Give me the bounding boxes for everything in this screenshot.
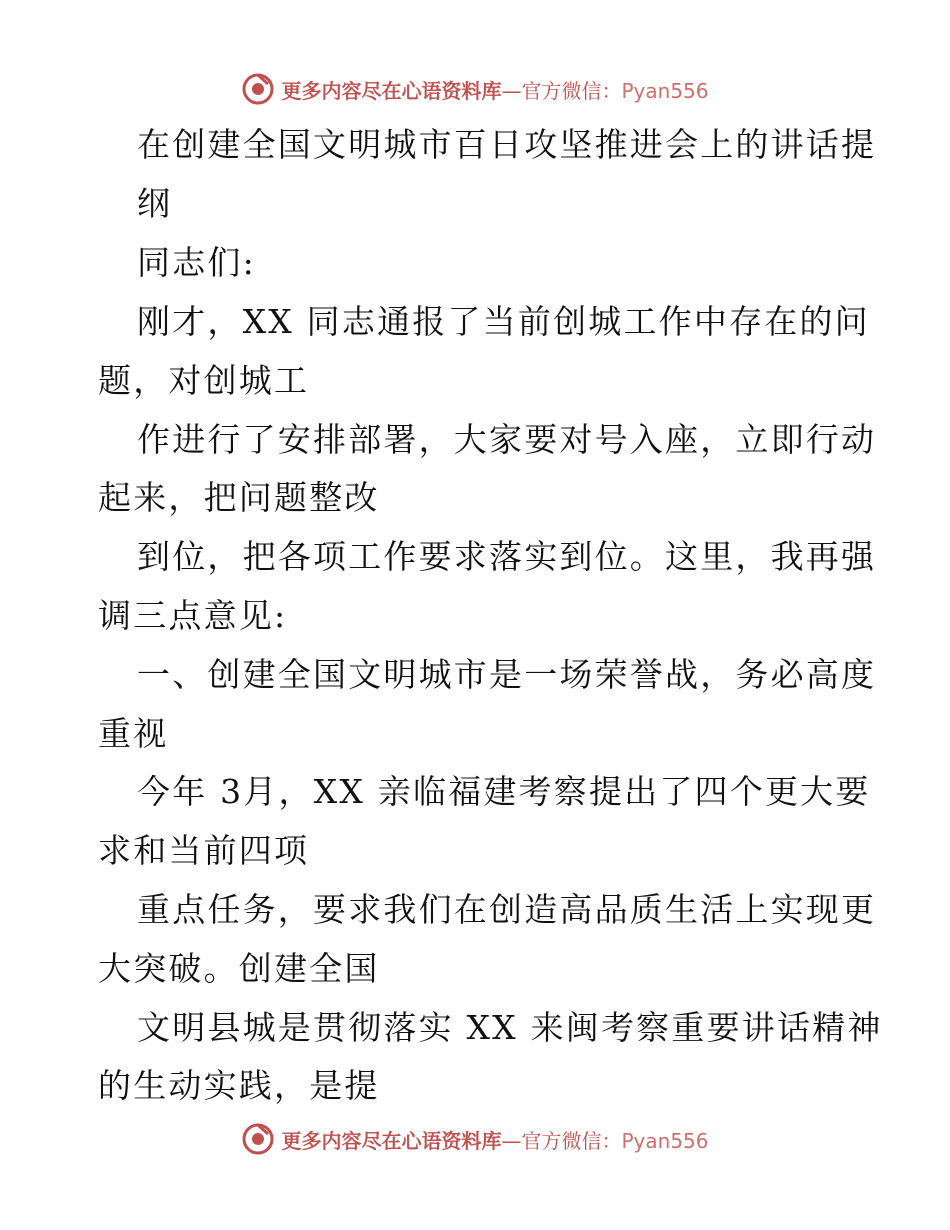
watermark-text: 更多内容尽在心语资料库 xyxy=(281,1128,502,1153)
watermark-wechat-label: 官方微信： xyxy=(521,78,622,103)
body-line: 到位，把各项工作要求落实到位。这里，我再强 xyxy=(137,537,877,576)
document-title-line-1: 在创建全国文明城市百日攻坚推进会上的讲话提 xyxy=(137,125,877,164)
watermark-wechat-id: Pyan556 xyxy=(621,1128,709,1153)
watermark-dash: — xyxy=(501,1128,522,1153)
header-watermark xyxy=(0,72,950,106)
body-line: 题，对创城工 xyxy=(98,361,310,400)
body-line: 重点任务，要求我们在创造高品质生活上实现更 xyxy=(137,890,877,929)
footer-watermark xyxy=(0,1122,950,1156)
section-heading-line: 重视 xyxy=(98,714,169,753)
body-line: 刚才，XX 同志通报了当前创城工作中存在的问 xyxy=(137,302,870,341)
watermark-text: 更多内容尽在心语资料库 xyxy=(281,78,502,103)
watermark-wechat-id: Pyan556 xyxy=(621,78,709,103)
body-line: 今年 3月，XX 亲临福建考察提出了四个更大要 xyxy=(137,772,871,811)
brand-logo-icon xyxy=(241,72,275,106)
body-line: 文明县城是贯彻落实 XX 来闽考察重要讲话精神 xyxy=(137,1008,883,1047)
section-heading-line: 一、创建全国文明城市是一场荣誉战，务必高度 xyxy=(137,655,877,694)
body-line: 求和当前四项 xyxy=(98,831,310,870)
body-line: 起来，把问题整改 xyxy=(98,478,380,517)
document-title-line-2: 纲 xyxy=(137,184,173,223)
body-line: 的生动实践，是提 xyxy=(98,1066,380,1105)
body-line: 作进行了安排部署，大家要对号入座，立即行动 xyxy=(137,420,877,459)
body-line: 调三点意见: xyxy=(98,596,288,635)
watermark-wechat-label: 官方微信： xyxy=(521,1128,622,1153)
brand-logo-icon xyxy=(241,1122,275,1156)
body-line: 大突破。创建全国 xyxy=(98,949,380,988)
watermark-dash: — xyxy=(501,78,522,103)
salutation: 同志们: xyxy=(137,243,256,282)
